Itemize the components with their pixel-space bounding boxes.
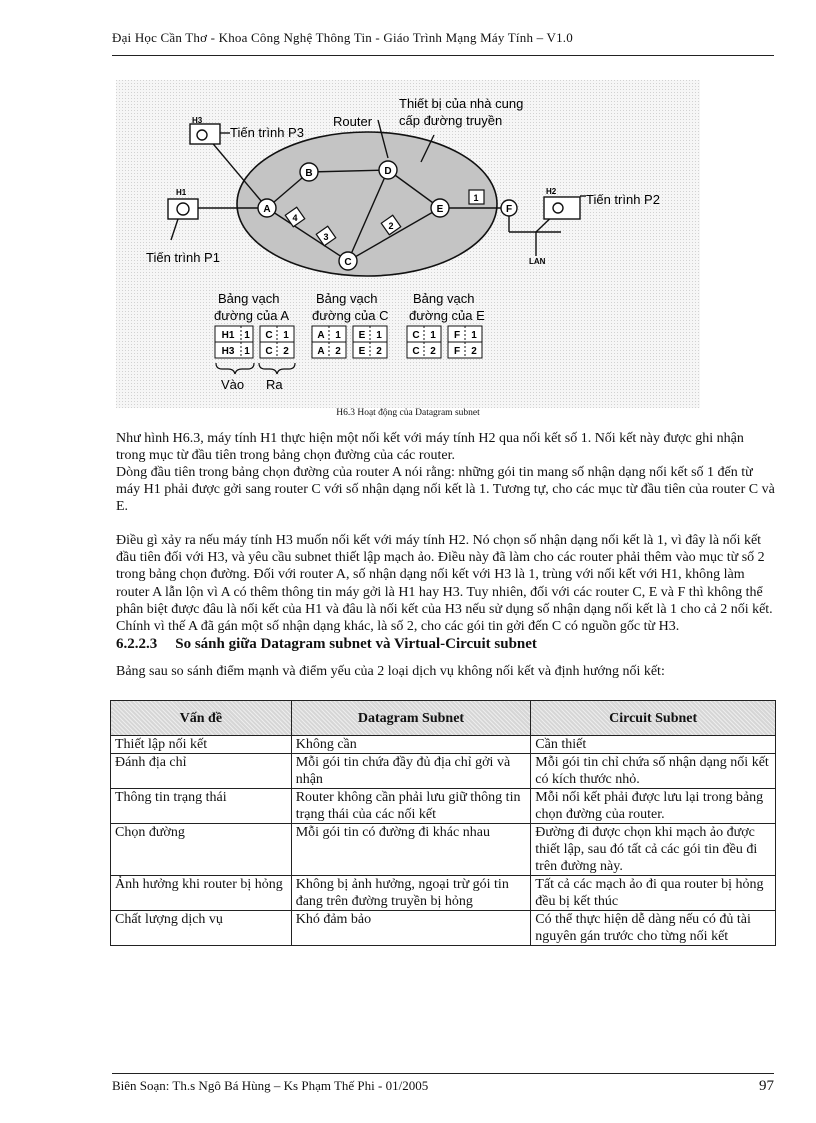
table-cell: Đánh địa chỉ	[111, 754, 292, 789]
process-p3-label: Tiến trình P3	[230, 125, 304, 140]
brace-out-label: Ra	[266, 377, 283, 392]
header-datagram: Datagram Subnet	[291, 701, 531, 736]
table-c-cell: E	[358, 330, 366, 341]
table-e-title-2: đường của E	[409, 308, 485, 323]
provider-cloud	[237, 132, 497, 276]
table-c-cell: A	[317, 330, 325, 341]
table-a-title-1: Bảng vạch	[218, 291, 280, 306]
table-cell: Chất lượng dịch vụ	[111, 911, 292, 946]
table-e-cell: F	[453, 346, 461, 357]
table-c-cell: 1	[335, 330, 341, 341]
table-intro: Bảng sau so sánh điểm mạnh và điểm yếu của 2 loại dịch vụ không nối kết và định hướng nối kết:	[116, 664, 665, 679]
table-a-cell: 1	[244, 330, 250, 341]
table-a-cell: C	[265, 330, 273, 341]
link-number-4: 4	[292, 213, 298, 223]
table-cell: Router không cần phải lưu giữ thông tin trạng thái của các nối kết	[291, 789, 531, 824]
h3-label: H3	[192, 116, 203, 125]
header-rule	[112, 55, 774, 56]
page-number: 97	[759, 1078, 774, 1094]
footer-author: Biên Soạn: Th.s Ngô Bá Hùng – Ks Phạm Thế Phi - 01/2005	[112, 1078, 429, 1093]
table-e-cell: C	[412, 330, 420, 341]
table-c-cell: 1	[376, 330, 382, 341]
table-c-title-2: đường của C	[312, 308, 389, 323]
table-row	[111, 824, 776, 876]
table-cell: Thiết lập nối kết	[111, 736, 292, 754]
table-cell: Có thể thực hiện dễ dàng nếu có đủ tài nguyên gán trước cho từng nối kết	[531, 911, 776, 946]
table-cell: Không bị ảnh hưởng, ngoại trừ gói tin đang trên đường truyền bị hỏng	[291, 876, 531, 911]
table-e-cell: C	[412, 346, 420, 357]
lan-label: LAN	[529, 257, 546, 266]
table-e-cell: 2	[430, 346, 436, 357]
table-a-cell: 2	[283, 346, 289, 357]
page-header: Đại Học Cần Thơ - Khoa Công Nghệ Thông Tin - Giáo Trình Mạng Máy Tính – V1.0	[112, 30, 573, 45]
table-a-cell: 1	[244, 346, 250, 357]
table-e-cell: 2	[471, 346, 477, 357]
table-c-cell: E	[358, 346, 366, 357]
table-header-row	[111, 701, 776, 736]
table-cell: Cần thiết	[531, 736, 776, 754]
table-cell: Thông tin trạng thái	[111, 789, 292, 824]
table-e-cell: 1	[430, 330, 436, 341]
header-issue: Vấn đề	[111, 701, 292, 736]
table-cell: Ảnh hưởng khi router bị hỏng	[111, 876, 292, 911]
h2-label: H2	[546, 187, 557, 196]
router-label: Router	[333, 114, 373, 129]
table-cell: Chọn đường	[111, 824, 292, 876]
table-a-title-2: đường của A	[214, 308, 290, 323]
table-cell: Không cần	[291, 736, 531, 754]
table-row	[111, 736, 776, 754]
table-row	[111, 876, 776, 911]
link-number-1: 1	[473, 193, 479, 203]
router-a-label: A	[263, 204, 271, 215]
router-f-label: F	[505, 204, 513, 215]
table-e-cell: 1	[471, 330, 477, 341]
link-number-3: 3	[323, 232, 329, 242]
section-title: So sánh giữa Datagram subnet và Virtual-Circuit subnet	[175, 636, 537, 652]
paragraph-1: Như hình H6.3, máy tính H1 thực hiện một nối kết với máy tính H2 qua nối kết số 1. Nối kết này được ghi nhận trong mục từ đầu tiên trong bảng chọn đường của các router.	[116, 431, 744, 464]
table-c-cell: 2	[335, 346, 341, 357]
link-number-2: 2	[388, 221, 394, 231]
table-c-cell: A	[317, 346, 325, 357]
table-cell: Đường đi được chọn khi mạch ảo được thiết lập, sau đó tất cả các gói tin đều đi trên đường này.	[531, 824, 776, 876]
footer-rule	[112, 1073, 774, 1074]
table-row	[111, 911, 776, 946]
comparison-table	[110, 700, 776, 946]
table-cell: Mỗi gói tin chứa đầy đủ địa chỉ gởi và nhận	[291, 754, 531, 789]
table-cell: Mỗi gói tin chỉ chứa số nhận dạng nối kết có kích thước nhỏ.	[531, 754, 776, 789]
datagram-subnet-figure	[116, 80, 700, 408]
table-a-cell: 1	[283, 330, 289, 341]
section-number: 6.2.2.3	[116, 636, 158, 652]
table-cell: Tất cả các mạch ảo đi qua router bị hỏng đều bị kết thúc	[531, 876, 776, 911]
process-p2-label: Tiến trình P2	[586, 192, 660, 207]
host-h2	[544, 196, 586, 219]
header-circuit: Circuit Subnet	[531, 701, 776, 736]
table-a-cell: H3	[221, 346, 235, 357]
table-e-cell: F	[453, 330, 461, 341]
table-row	[111, 789, 776, 824]
router-c-label: C	[344, 257, 352, 268]
process-p1-label: Tiến trình P1	[146, 250, 220, 265]
table-cell: Khó đảm bảo	[291, 911, 531, 946]
paragraph-3: Điều gì xảy ra nếu máy tính H3 muốn nối kết với máy tính H2. Nó chọn số nhận dạng nối kết là 1, vì đây là nối kết đầu tiên đối với H3, và yêu cầu subnet thiết lập mạch ảo. Điều này đã làm cho các router phải thêm vào mục từ số 2 trong bảng chọn đường. Đối với router A, số nhận dạng nối kết với H3 là 1, trùng với nối kết với H1, không làm router A lẫn lộn vì A có thêm thông tin máy gởi là H1 hay H3. Tuy nhiên, đối với các router C, E và F thì không thể phân biệt được đâu là nối kết của H1 và đâu là nối kết của H3 nếu sử dụng số nhận dạng nối kết là 1 cho cả 2 nối kết. Chính vì thế A đã gán một số nhận dạng khác, là số 2, cho các gói tin gởi đến C có nguồn gốc từ H3.	[116, 533, 773, 635]
figure-caption: H6.3 Hoạt động của Datagram subnet	[336, 408, 480, 418]
table-e-title-1: Bảng vạch	[413, 291, 475, 306]
provider-label-line1: Thiết bị của nhà cung	[399, 96, 524, 111]
table-c-title-1: Bảng vạch	[316, 291, 378, 306]
table-a-cell: H1	[221, 330, 235, 341]
table-c-cell: 2	[376, 346, 382, 357]
paragraph-2: Dòng đầu tiên trong bảng chọn đường của router A nói rằng: những gói tin mang số nhận dạng nối kết số 1 đến từ máy H1 phải được gởi sang router C với số nhận dạng nối kết là 1. Tương tự, cho các mục từ đầu tiên của router C và E.	[116, 465, 775, 515]
router-b-label: B	[305, 168, 313, 179]
table-a-cell: C	[265, 346, 273, 357]
router-d-label: D	[384, 166, 392, 177]
table-cell: Mỗi nối kết phải được lưu lại trong bảng chọn đường của router.	[531, 789, 776, 824]
table-cell: Mỗi gói tin có đường đi khác nhau	[291, 824, 531, 876]
h1-label: H1	[176, 188, 187, 197]
provider-label-line2: cấp đường truyền	[399, 113, 503, 128]
brace-in-label: Vào	[221, 377, 245, 392]
table-row	[111, 754, 776, 789]
section-heading	[116, 636, 537, 653]
router-e-label: E	[436, 204, 444, 215]
